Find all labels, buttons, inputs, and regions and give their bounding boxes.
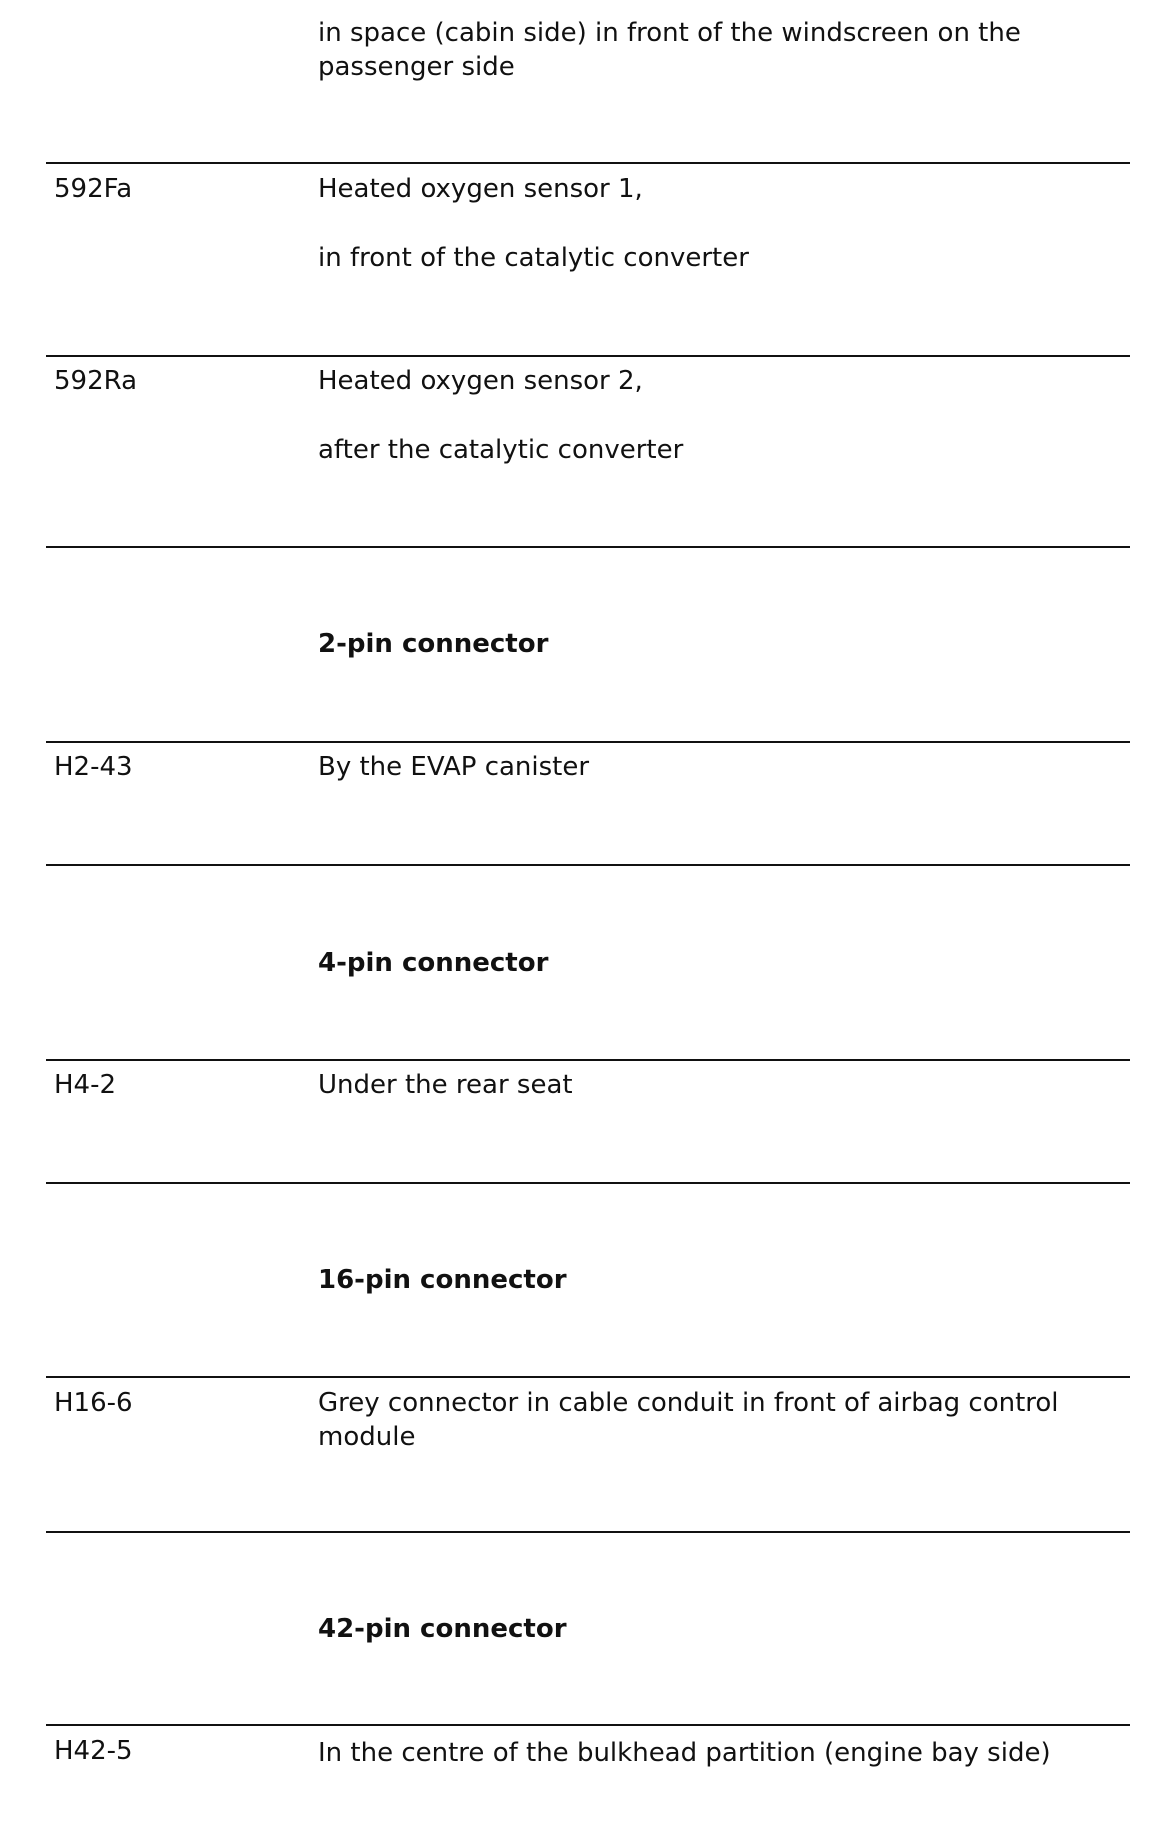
connector-code: H4-2 bbox=[54, 1070, 117, 1100]
component-code: 592Fa bbox=[54, 174, 133, 204]
section-heading: 16-pin connector bbox=[318, 1265, 567, 1295]
row-divider bbox=[46, 1531, 1130, 1533]
row-divider bbox=[46, 864, 1130, 866]
connector-code: H2-43 bbox=[54, 752, 133, 782]
section-heading: 42-pin connector bbox=[318, 1614, 567, 1644]
connector-location: In the centre of the bulkhead partition (engine bay side) bbox=[318, 1738, 1051, 1768]
row-divider bbox=[46, 741, 1130, 743]
row-divider bbox=[46, 355, 1130, 357]
row-divider bbox=[46, 546, 1130, 548]
row-divider bbox=[46, 1182, 1130, 1184]
component-code: 592Ra bbox=[54, 366, 138, 396]
connector-location: Under the rear seat bbox=[318, 1070, 573, 1100]
component-location: in front of the catalytic converter bbox=[318, 243, 749, 273]
component-location: after the catalytic converter bbox=[318, 435, 684, 465]
continuation-text: in space (cabin side) in front of the windscreen on the passenger side bbox=[318, 18, 1021, 82]
row-divider bbox=[46, 1376, 1130, 1378]
section-heading: 2-pin connector bbox=[318, 629, 549, 659]
connector-location: By the EVAP canister bbox=[318, 752, 590, 782]
connector-code: H16-6 bbox=[54, 1388, 133, 1418]
component-description: Heated oxygen sensor 2, bbox=[318, 366, 643, 396]
connector-code: H42-5 bbox=[54, 1736, 133, 1766]
row-divider bbox=[46, 1724, 1130, 1726]
row-divider bbox=[46, 1059, 1130, 1061]
section-heading: 4-pin connector bbox=[318, 948, 549, 978]
row-divider bbox=[46, 162, 1130, 164]
component-description: Heated oxygen sensor 1, bbox=[318, 174, 643, 204]
connector-location: Grey connector in cable conduit in front of airbag control module bbox=[318, 1388, 1059, 1452]
